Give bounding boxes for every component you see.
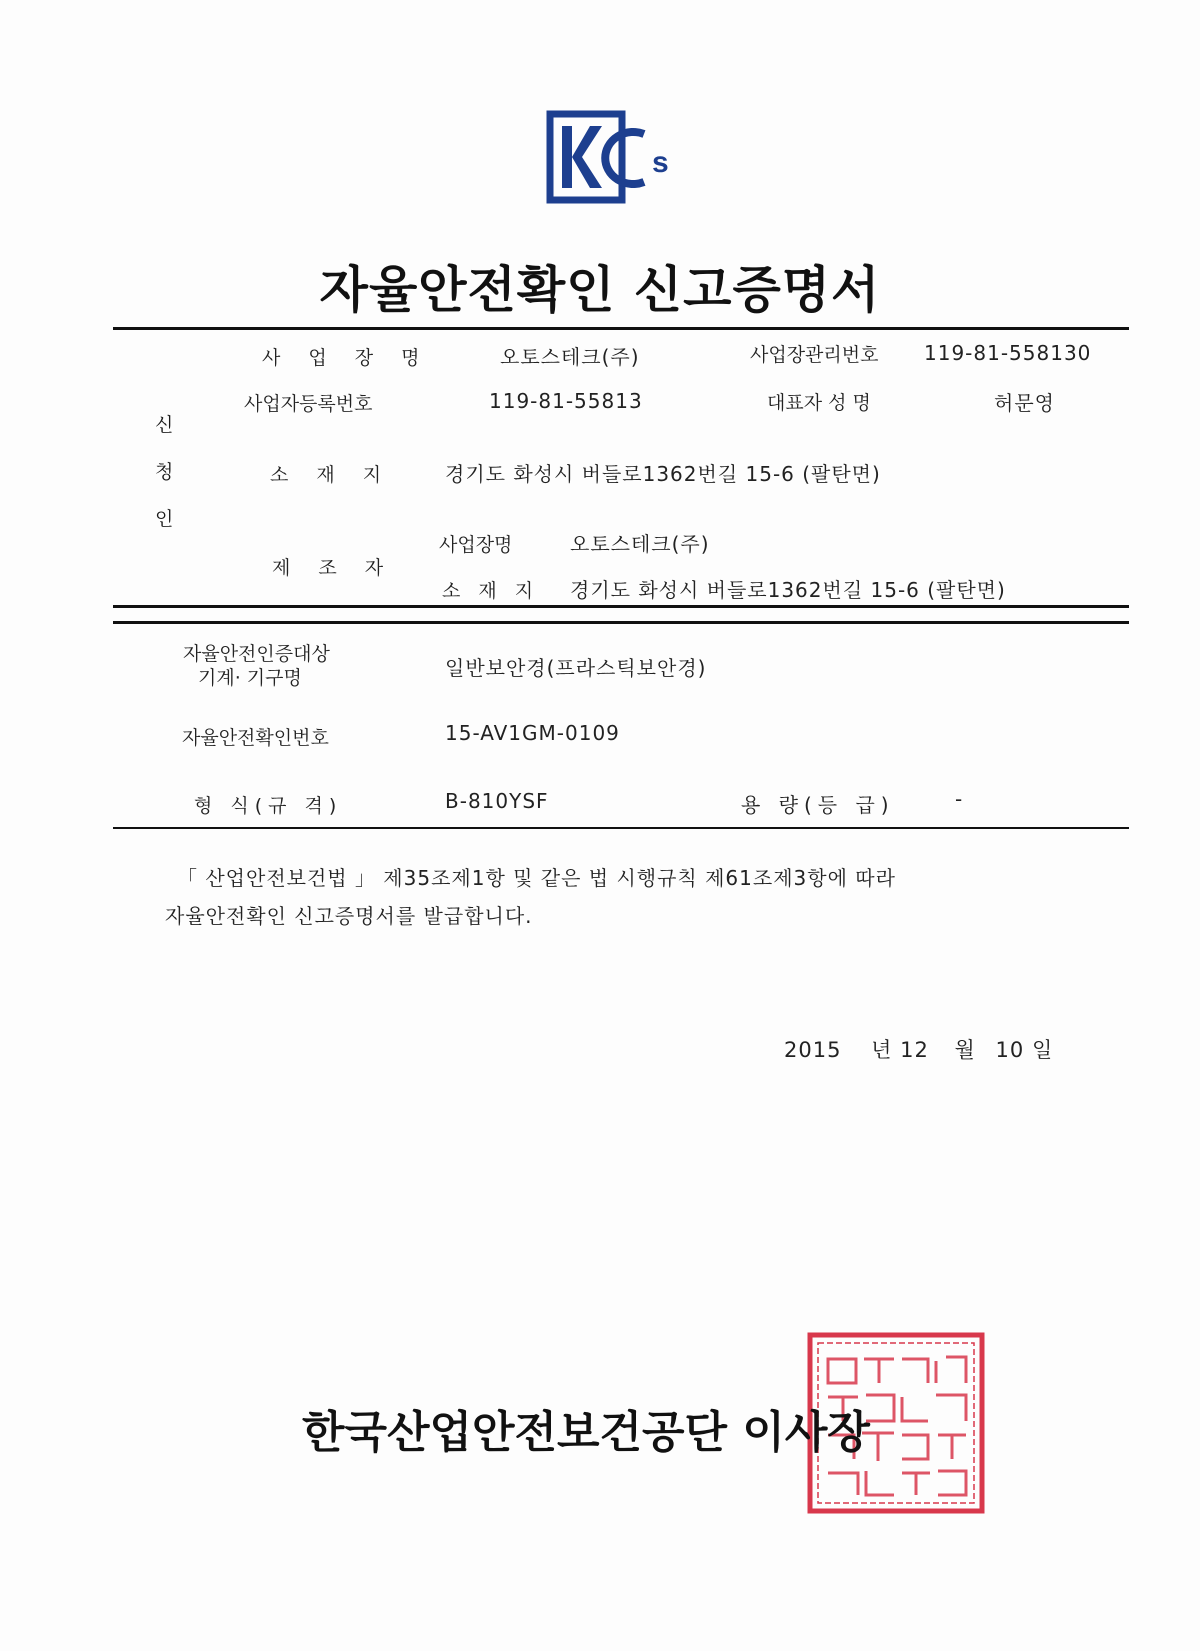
address: 경기도 화성시 버들로1362번길 15-6 (팔탄면) [445, 462, 881, 486]
product-top-rule [113, 621, 1129, 624]
product-bottom-rule [113, 827, 1129, 829]
representative: 허문영 [994, 391, 1055, 415]
date-year-unit: 년 [871, 1038, 893, 1062]
date-month-unit: 월 [954, 1038, 976, 1062]
statement-line-1: 「 산업안전보건법 」 제35조제1항 및 같은 법 시행규칙 제61조제3항에 따라 [177, 866, 896, 890]
business-name-label: 사 업 장 명 [262, 347, 431, 369]
date-year: 2015 [784, 1038, 842, 1062]
manufacturer-name-label: 사업장명 [439, 534, 513, 556]
statement-line-2: 자율안전확인 신고증명서를 발급합니다. [165, 904, 533, 928]
capacity: - [955, 787, 964, 811]
manufacturer-address-label: 소 재 지 [442, 580, 540, 602]
manufacturer-label: 제 조 자 [272, 557, 395, 579]
applicant-bottom-rule [113, 605, 1129, 608]
document-title: 자율안전확인 신고증명서 [319, 261, 881, 319]
kcs-logo [548, 112, 669, 204]
registration-no: 119-81-55813 [489, 389, 643, 413]
confirm-no: 15-AV1GM-0109 [445, 721, 620, 745]
representative-label: 대표자 성 명 [767, 392, 871, 414]
applicant-label-1: 신 [155, 414, 174, 436]
date-day: 10 [995, 1038, 1025, 1062]
target-label-line1: 자율안전인증대상 [183, 643, 330, 665]
target-equipment: 일반보안경(프라스틱보안경) [445, 656, 707, 680]
business-mgmt-no: 119-81-558130 [924, 341, 1092, 365]
applicant-label-2: 청 [155, 461, 174, 483]
confirm-no-label: 자율안전확인번호 [182, 727, 329, 749]
model: B-810YSF [445, 789, 549, 813]
capacity-label: 용 량(등 급) [741, 793, 895, 817]
business-mgmt-no-label: 사업장관리번호 [750, 344, 879, 366]
date-month: 12 [900, 1038, 929, 1062]
date-day-unit: 일 [1031, 1038, 1054, 1062]
address-label: 소 재 지 [270, 464, 393, 486]
top-rule [113, 327, 1129, 330]
registration-no-label: 사업자등록번호 [244, 393, 373, 415]
issuer-name: 한국산업안전보건공단 이사장 [302, 1407, 870, 1458]
business-name: 오토스테크(주) [500, 345, 640, 369]
manufacturer-name: 오토스테크(주) [570, 532, 710, 556]
issue-date [784, 1034, 1053, 1064]
model-label: 형 식(규 격) [194, 795, 343, 817]
manufacturer-address: 경기도 화성시 버들로1362번길 15-6 (팔탄면) [570, 578, 1006, 602]
target-label-line2: 기계· 기구명 [198, 667, 302, 689]
svg-text:s: s [652, 146, 669, 179]
applicant-label-3: 인 [155, 508, 174, 530]
